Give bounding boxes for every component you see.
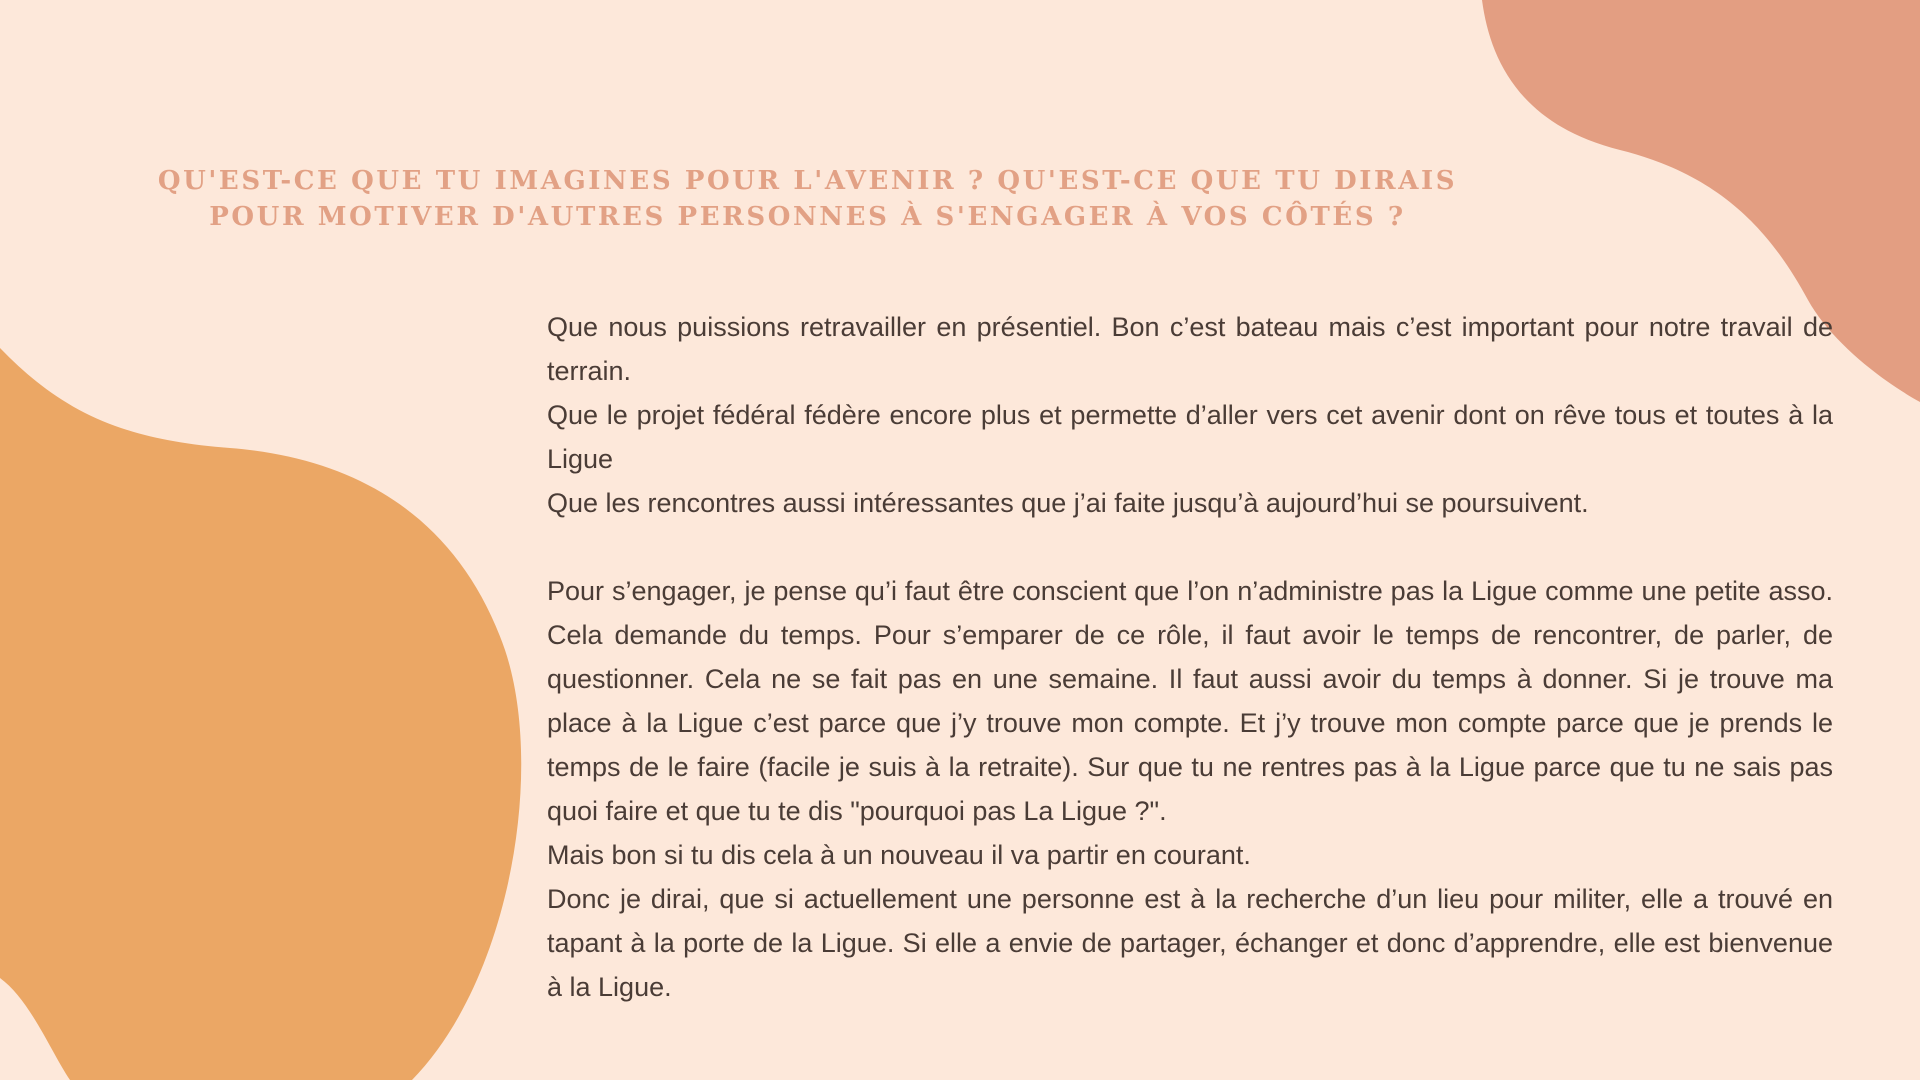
paragraph: Que nous puissions retravailler en présentiel. Bon c’est bateau mais c’est important pour notre travail de terrain.	[547, 312, 1833, 386]
paragraph: Que les rencontres aussi intéressantes que j’ai faite jusqu’à aujourd’hui se poursuivent.	[547, 488, 1589, 518]
testimony-text	[547, 305, 1833, 1009]
title-line-1: QU'EST-CE QUE TU IMAGINES POUR L'AVENIR ? QU'EST-CE QUE TU DIRAIS	[157, 166, 1458, 196]
paragraph: Mais bon si tu dis cela à un nouveau il va partir en courant.	[547, 840, 1251, 870]
page-title	[150, 163, 1465, 235]
paragraph: Que le projet fédéral fédère encore plus et permette d’aller vers cet avenir dont on rêve tous et toutes à la Ligue	[547, 400, 1833, 474]
blob-bottom-left	[0, 348, 521, 1080]
title-line-2: POUR MOTIVER D'AUTRES PERSONNES À S'ENGAGER À VOS CÔTÉS ?	[209, 202, 1406, 232]
paragraph: Pour s’engager, je pense qu’i faut être conscient que l’on n’administre pas la Ligue comme une petite asso. Cela demande du temps. Pour s’emparer de ce rôle, il faut avoir le temps de rencontrer, de parler, de questionner. Cela ne se fait pas en une semaine. Il faut aussi avoir du temps à donner. Si je trouve ma place à la Ligue c’est parce que j’y trouve mon compte. Et j’y trouve mon compte parce que je prends le temps de le faire (facile je suis à la retraite). Sur que tu ne rentres pas à la Ligue parce que tu ne sais pas quoi faire et que tu te dis "pourquoi pas La Ligue ?".	[547, 576, 1833, 826]
paragraph-spacer	[547, 525, 1833, 569]
paragraph: Donc je dirai, que si actuellement une personne est à la recherche d’un lieu pour militer, elle a trouvé en tapant à la porte de la Ligue. Si elle a envie de partager, échanger et donc d’apprendre, elle est bienvenue à la Ligue.	[547, 884, 1833, 1002]
